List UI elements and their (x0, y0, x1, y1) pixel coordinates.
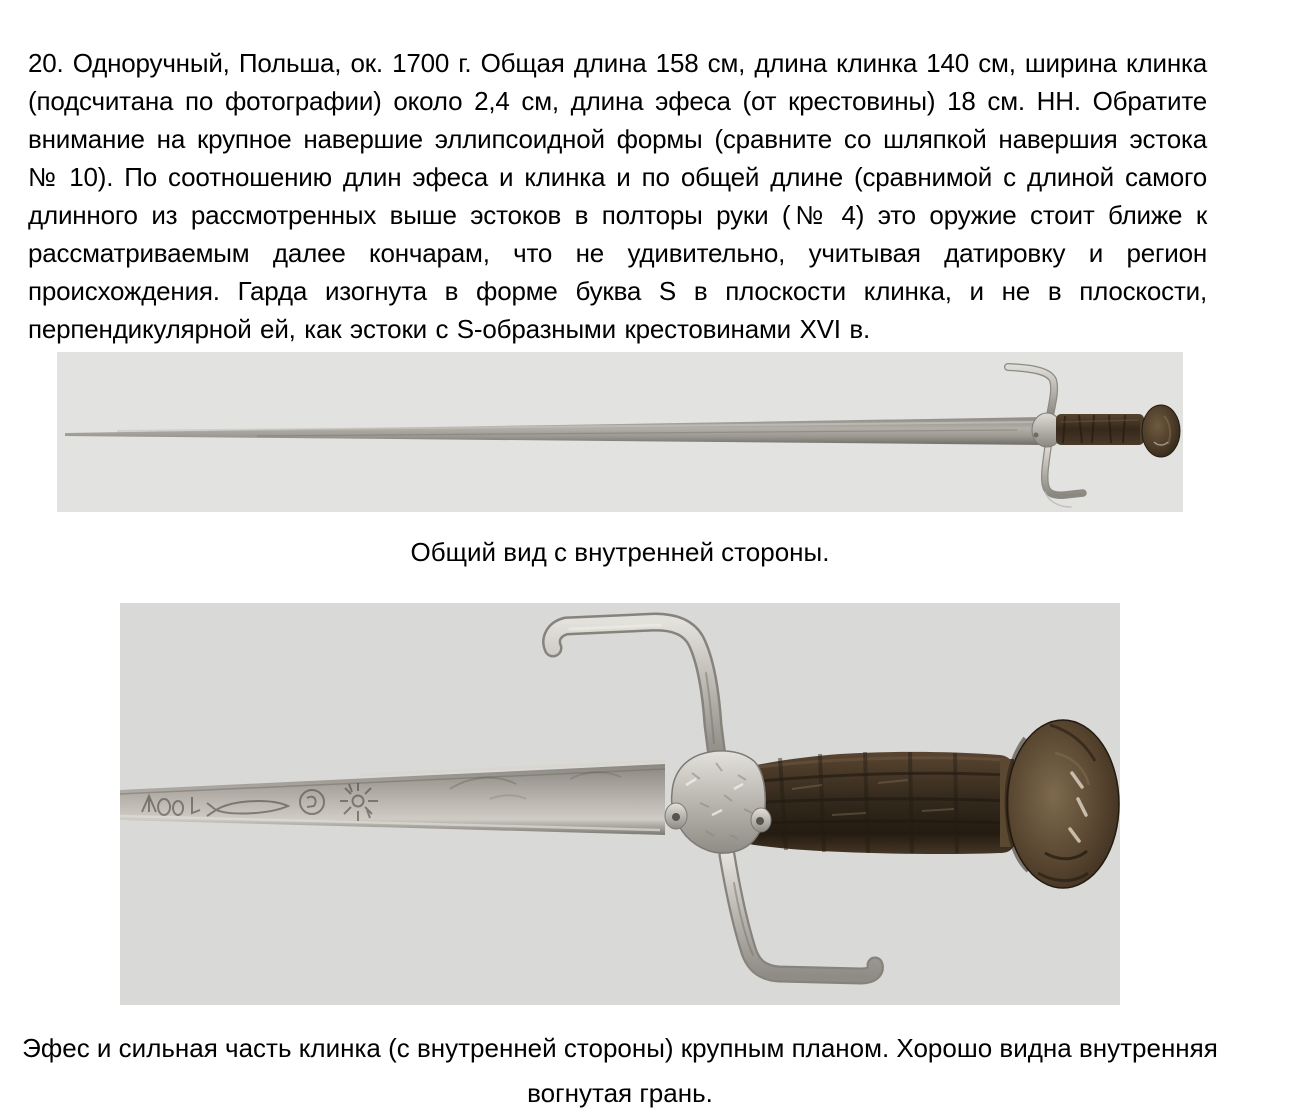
description-paragraph: 20. Одноручный, Польша, ок. 1700 г. Общая длина 158 см, длина клинка 140 см, ширина клинка (подсчитана по фотографии) около 2,4 см, длина эфеса (от крестовины) 18 см. НН. Обратите внимание на крупное навершие эллипсоидной формы (сравните со шляпкой навершия эстока № 10). По соотношению длин эфеса и клинка и по общей длине (сравнимой с длиной самого длинного из рассмотренных выше эстоков в полторы руки (№ 4) это оружие стоит ближе к рассматриваемым далее кончарам, что не удивительно, учитывая датировку и регион происхождения. Гарда изогнута в форме буква S в плоскости клинка, и не в плоскости, перпендикулярной ей, как эстоки с S-образными крестовинами XVI в. (28, 48, 1207, 344)
figure-full-view (57, 352, 1183, 512)
caption-full-view: Общий вид с внутренней стороны. (410, 537, 830, 567)
grip (1056, 414, 1144, 445)
hilt-closeup-photo (120, 603, 1120, 1005)
sword-full-photo (57, 352, 1183, 512)
grip-closeup (732, 752, 1015, 854)
caption-hilt-closeup: Эфес и сильная часть клинка (с внутренней стороны) крупным планом. Хорошо видна внутренняя вогнутая грань. (22, 1033, 1218, 1108)
figure-hilt-closeup (120, 603, 1120, 1005)
pommel-closeup (1007, 720, 1119, 888)
